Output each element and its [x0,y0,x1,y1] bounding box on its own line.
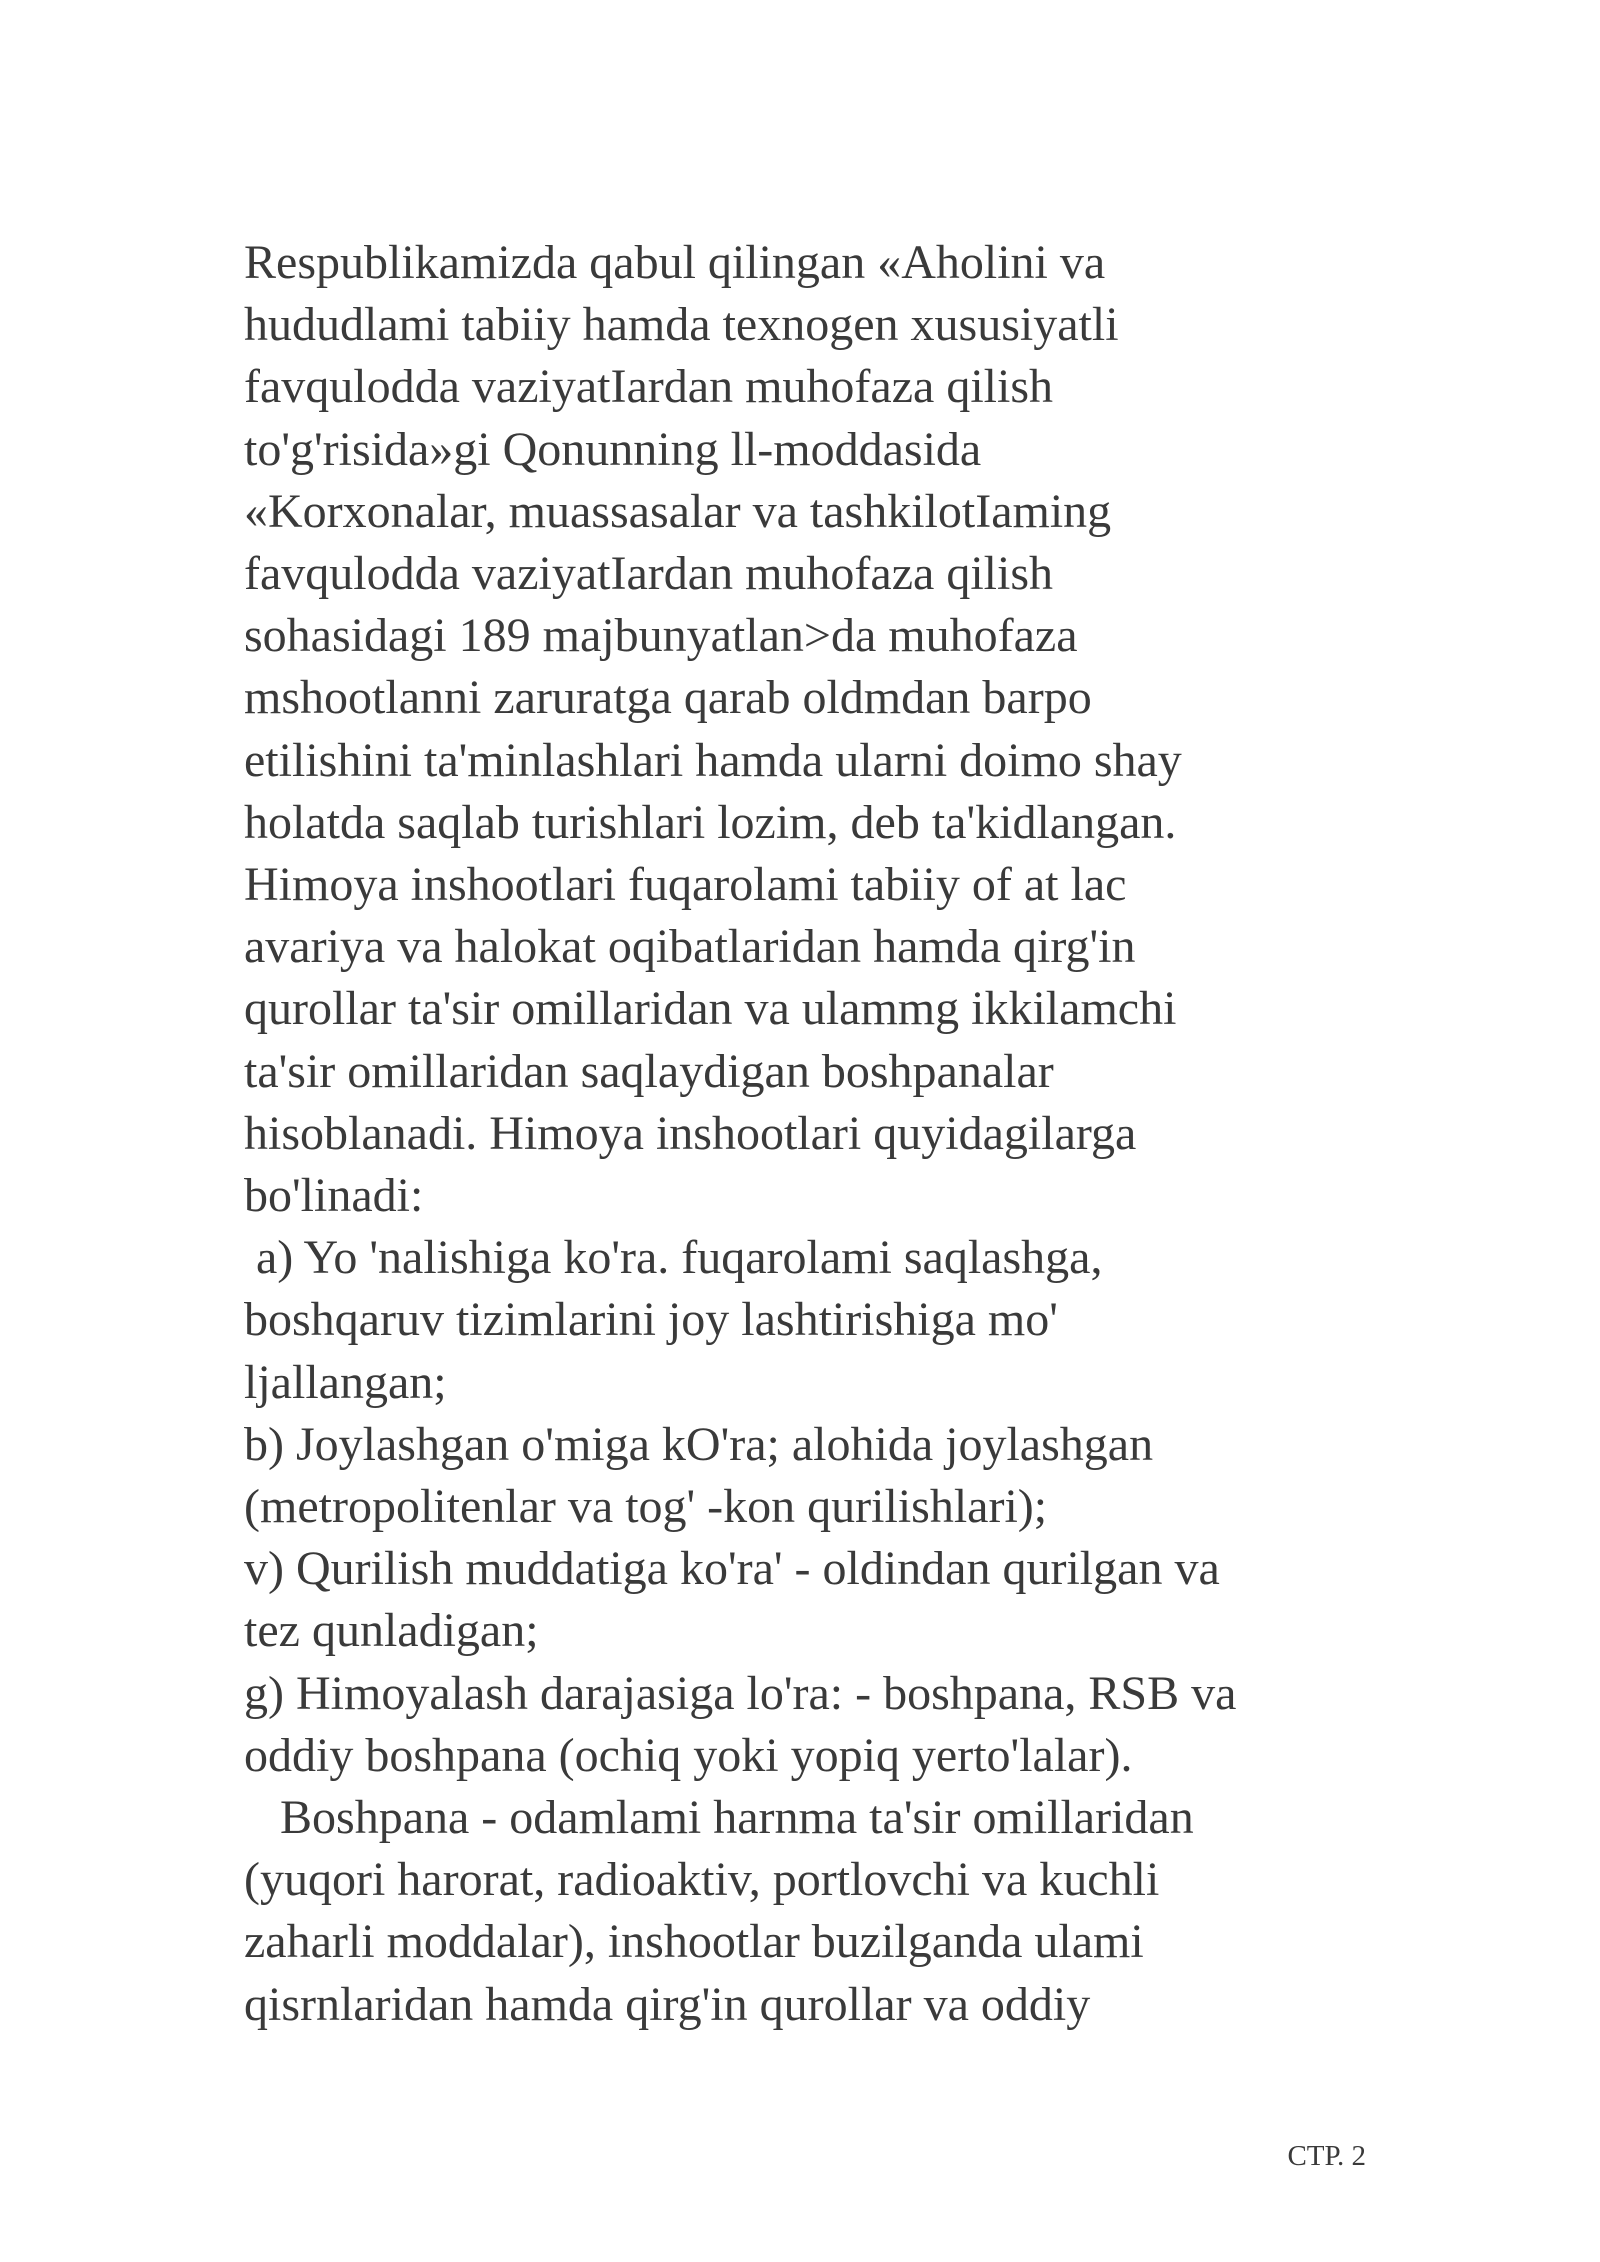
list-item-b: b) Joylashgan o'miga kO'ra; alohida joylashgan [244,1417,1154,1471]
text-line: mshootlanni zaruratga qarab oldmdan barpo [244,671,1092,725]
text-line: (yuqori harorat, radioaktiv, portlovchi va kuchli [244,1853,1160,1907]
text-line: (metropolitenlar va tog' -kon qurilishlari); [244,1480,1048,1534]
text-line: holatda saqlab turishlari lozim, deb ta'kidlangan. [244,795,1177,849]
text-line: Respublikamizda qabul qilingan «Aholini va [244,236,1106,289]
text-line: hisoblanadi. Himoya inshootlari quyidagilarga [244,1106,1137,1160]
text-line: ta'sir omillaridan saqlaydigan boshpanalar [244,1044,1054,1098]
text-line: tez qunladigan; [244,1604,539,1658]
text-line: qisrnlaridan hamda qirg'in qurollar va oddiy [244,1977,1091,2031]
body-text [244,232,1424,2036]
text-line: favqulodda vaziyatIardan muhofaza qilish [244,360,1054,414]
text-line: hududlami tabiiy hamda texnogen xususiyatli [244,298,1119,352]
paragraph-start: Boshpana - odamlami harnma ta'sir omillaridan [244,1791,1194,1845]
list-item-g: g) Himoyalash darajasiga lo'ra: - boshpana, RSB va [244,1666,1237,1720]
list-item-a: a) Yo 'nalishiga ko'ra. fuqarolami saqlashga, [244,1231,1103,1285]
text-line: etilishini ta'minlashlari hamda ularni doimo shay [244,733,1182,787]
page-number: СТР. 2 [1287,2140,1366,2172]
text-line: to'g'risida»gi Qonunning ll-moddasida [244,422,982,476]
text-line: qurollar ta'sir omillaridan va ulammg ikkilamchi [244,982,1177,1036]
list-item-v: v) Qurilish muddatiga ko'ra' - oldindan qurilgan va [244,1542,1220,1596]
text-line: ljallangan; [244,1355,447,1409]
text-line: Himoya inshootlari fuqarolami tabiiy of at lac [244,858,1127,912]
text-line: boshqaruv tizimlarini joy lashtirishiga mo' [244,1293,1058,1347]
text-line: «Korxonalar, muassasalar va tashkilotIaming [244,484,1112,538]
text-line: oddiy boshpana (ochiq yoki yopiq yerto'lalar). [244,1728,1133,1782]
text-line: zaharli moddalar), inshootlar buzilganda ulami [244,1915,1144,1969]
text-line: avariya va halokat oqibatlaridan hamda qirg'in [244,920,1136,974]
text-line: sohasidagi 189 majbunyatlan>da muhofaza [244,609,1078,663]
text-line: favqulodda vaziyatIardan muhofaza qilish [244,547,1054,601]
text-line: bo'linadi: [244,1169,424,1223]
